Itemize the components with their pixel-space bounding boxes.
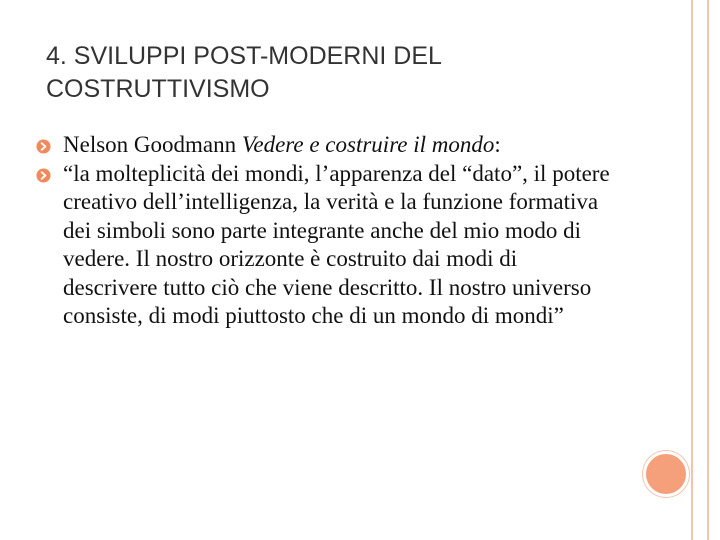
- bullet-item: [36, 131, 616, 160]
- border-line-left: [691, 0, 693, 540]
- author-name: Nelson Goodmann: [63, 132, 237, 157]
- bullet-list: [36, 131, 616, 331]
- circled-chevron-icon: [36, 168, 51, 183]
- work-title: Vedere e costruire il mondo: [241, 132, 495, 157]
- slide-title: 4. SVILUPPI POST-MODERNI DEL COSTRUTTIVISMO: [46, 42, 442, 103]
- bullet-suffix: :: [494, 132, 501, 157]
- quote-text: “la molteplicità dei mondi, l’apparenza del “dato”, il potere creativo dell’intelligenza, la verità e la funzione formativa dei simboli sono parte integrante anche del mio modo di vedere. Il nostro orizzonte è costruito dai modi di descrivere tutto ciò che viene descritto. Il nostro universo consiste, di modi piuttosto che di un mondo di mondi”: [63, 160, 610, 328]
- decorative-circle: [643, 451, 689, 497]
- border-line-right: [707, 0, 709, 540]
- circled-chevron-icon: [36, 139, 51, 154]
- bullet-item: [36, 160, 616, 331]
